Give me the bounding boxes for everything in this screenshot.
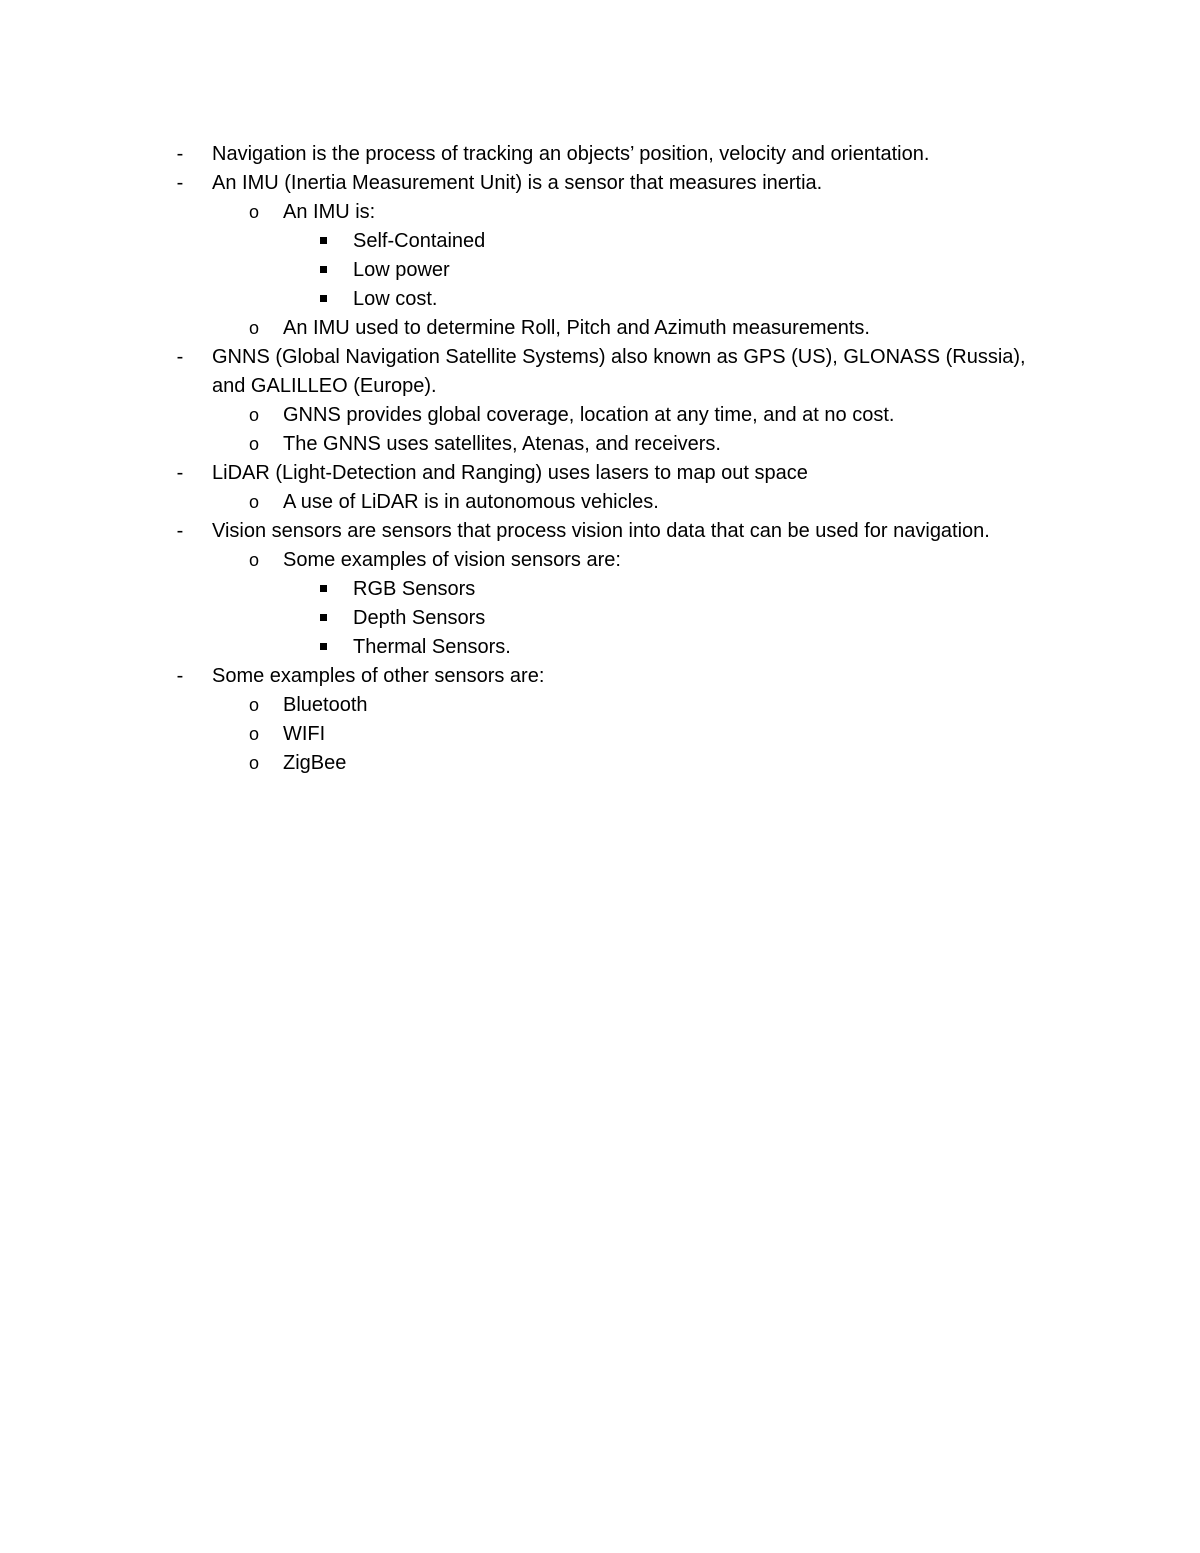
list-item-text: LiDAR (Light-Detection and Ranging) uses lasers to map out space [212,462,808,484]
list-item-text: An IMU is: [283,201,376,223]
list-item [0,430,1200,459]
list-item [0,227,1200,256]
list-item-text: Low power [353,259,450,281]
list-item-text: Thermal Sensors. [353,636,511,658]
list-item [0,633,1200,662]
circle-bullet: o [248,492,259,512]
list-item-text: An IMU (Inertia Measurement Unit) is a sensor that measures inertia. [212,172,823,194]
list-item-text: Bluetooth [283,694,368,716]
square-bullet-icon [313,285,333,314]
list-item [0,517,1200,546]
bullet-list [0,140,1200,778]
dash-bullet: - [176,346,184,368]
list-item-text: RGB Sensors [353,578,476,600]
list-item-text: Some examples of vision sensors are: [283,549,621,571]
list-item [0,140,1200,169]
list-item [0,169,1200,198]
circle-bullet: o [248,753,259,773]
list-item-text: GNNS provides global coverage, location at any time, and at no cost. [283,404,895,426]
list-item-text: ZigBee [283,752,347,774]
list-item [0,285,1200,314]
list-item-text: Low cost. [353,288,438,310]
list-item [0,314,1200,343]
square-bullet-icon [313,256,333,285]
list-item [0,604,1200,633]
square-bullet-icon [313,227,333,256]
list-item [0,401,1200,430]
list-item-text: A use of LiDAR is in autonomous vehicles. [283,491,659,513]
square-bullet-icon [313,604,333,633]
dash-bullet: - [176,462,184,484]
list-item-text: Self-Contained [353,230,486,252]
list-item [0,459,1200,488]
list-item [0,720,1200,749]
circle-bullet: o [248,695,259,715]
list-item [0,256,1200,285]
circle-bullet: o [248,202,259,222]
list-item-text: The GNNS uses satellites, Atenas, and receivers. [283,433,721,455]
circle-bullet: o [248,550,259,570]
square-bullet-icon [313,575,333,604]
dash-bullet: - [176,172,184,194]
list-item-text: and GALILLEO (Europe). [212,375,437,397]
list-item [0,546,1200,575]
list-item-text: Depth Sensors [353,607,486,629]
list-item [0,575,1200,604]
list-item [0,488,1200,517]
list-item-text: GNNS (Global Navigation Satellite Systems) also known as GPS (US), GLONASS (Russia), [212,346,1026,368]
list-item [0,662,1200,691]
list-item-text: Navigation is the process of tracking an objects’ position, velocity and orientation. [212,143,930,165]
list-item-text: WIFI [283,723,326,745]
list-item [0,749,1200,778]
square-bullet-icon [313,633,333,662]
list-item-text: Some examples of other sensors are: [212,665,545,687]
dash-bullet: - [176,143,184,165]
dash-bullet: - [176,520,184,542]
list-item-text: An IMU used to determine Roll, Pitch and Azimuth measurements. [283,317,870,339]
circle-bullet: o [248,318,259,338]
list-item-continuation [0,372,1200,401]
dash-bullet: - [176,665,184,687]
circle-bullet: o [248,724,259,744]
circle-bullet: o [248,405,259,425]
circle-bullet: o [248,434,259,454]
list-item [0,343,1200,372]
list-item [0,198,1200,227]
list-item-text: Vision sensors are sensors that process vision into data that can be used for navigation. [212,520,990,542]
list-item [0,691,1200,720]
